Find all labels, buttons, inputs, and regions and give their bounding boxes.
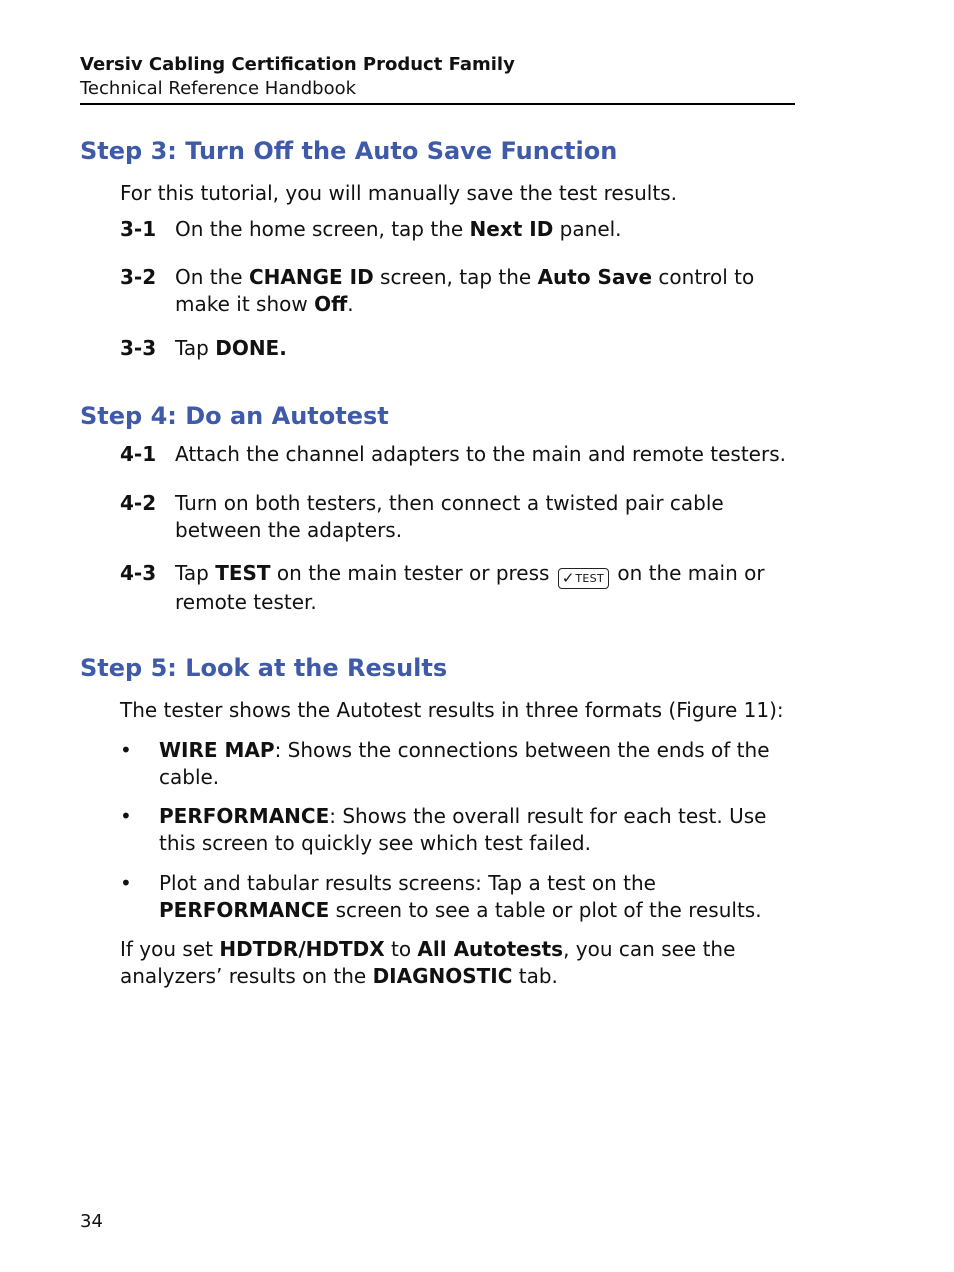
page-number: 34 [80, 1211, 103, 1232]
header-subtitle: Technical Reference Handbook [80, 78, 357, 99]
bold-text: PERFORMANCE [159, 898, 330, 922]
step-text [175, 441, 805, 468]
bold-text: TEST [215, 561, 271, 585]
step-number: 4-3 [120, 561, 157, 585]
checkmark-icon: ✓ [561, 569, 575, 587]
bold-text: Auto Save [537, 265, 653, 289]
step-text [175, 264, 805, 318]
step-text [175, 490, 805, 544]
step3-intro: For this tutorial, you will manually save the test results. [120, 181, 677, 205]
text-run: On the home screen, tap the [175, 217, 470, 241]
step-number: 3-2 [120, 265, 157, 289]
text-run: On the [175, 265, 249, 289]
text-run: panel. [553, 217, 622, 241]
bold-text: CHANGE ID [248, 265, 374, 289]
bold-text: WIRE MAP [159, 738, 275, 762]
text-run: If you set [120, 937, 220, 961]
step-text [175, 335, 805, 362]
text-run: Turn on both testers, then connect a twisted pair cable between the adapters. [175, 491, 724, 542]
bold-text: PERFORMANCE [159, 804, 330, 828]
step-text [175, 216, 805, 243]
text-run: , you can see the analyzers’ results on the [120, 937, 736, 988]
running-header [80, 53, 795, 101]
bullet-dot: • [120, 804, 132, 828]
step4-heading: Step 4: Do an Autotest [80, 402, 389, 430]
test-key-icon [558, 568, 609, 589]
bullet-text [159, 803, 799, 857]
header-rule [80, 103, 795, 105]
bold-text: Next ID [469, 217, 554, 241]
step3-heading: Step 3: Turn Off the Auto Save Function [80, 137, 618, 165]
step-number: 4-1 [120, 442, 157, 466]
bold-text: DIAGNOSTIC [372, 964, 513, 988]
text-run: Tap [175, 561, 216, 585]
text-run: : Shows the overall result for each test. Use this screen to quickly see which test failed. [159, 804, 767, 855]
bullet-dot: • [120, 738, 132, 762]
step-number: 4-2 [120, 491, 157, 515]
text-run: screen, tap the [373, 265, 538, 289]
bold-text: HDTDR/HDTDX [219, 937, 385, 961]
text-run: tab. [512, 964, 558, 988]
text-run: screen to see a table or plot of the results. [329, 898, 762, 922]
bold-text: Off [314, 292, 348, 316]
text-run: on the main tester or press [270, 561, 556, 585]
step-number: 3-1 [120, 217, 157, 241]
bold-text: DONE. [215, 336, 287, 360]
text-run: . [347, 292, 354, 316]
text-run: : Shows the connections between the ends of the cable. [159, 738, 770, 789]
text-run: control to make it show [175, 265, 755, 316]
bold-text: All Autotests [417, 937, 564, 961]
bullet-text [159, 737, 799, 791]
text-run: Plot and tabular results screens: Tap a test on the [159, 871, 656, 895]
bullet-dot: • [120, 871, 132, 895]
text-run: on the main or remote tester. [175, 561, 765, 614]
step-text-before [175, 561, 556, 585]
bullet-text [159, 870, 799, 924]
test-key-label: TEST [575, 572, 604, 585]
text-run: Attach the channel adapters to the main and remote testers. [175, 442, 786, 466]
step-text [175, 560, 805, 616]
step5-intro: The tester shows the Autotest results in three formats (Figure 11): [120, 698, 784, 722]
text-run: to [384, 937, 418, 961]
step5-outro [120, 936, 800, 990]
step5-heading: Step 5: Look at the Results [80, 654, 448, 682]
header-title: Versiv Cabling Certification Product Family [80, 54, 515, 75]
text-run: Tap [175, 336, 216, 360]
step-number: 3-3 [120, 336, 157, 360]
